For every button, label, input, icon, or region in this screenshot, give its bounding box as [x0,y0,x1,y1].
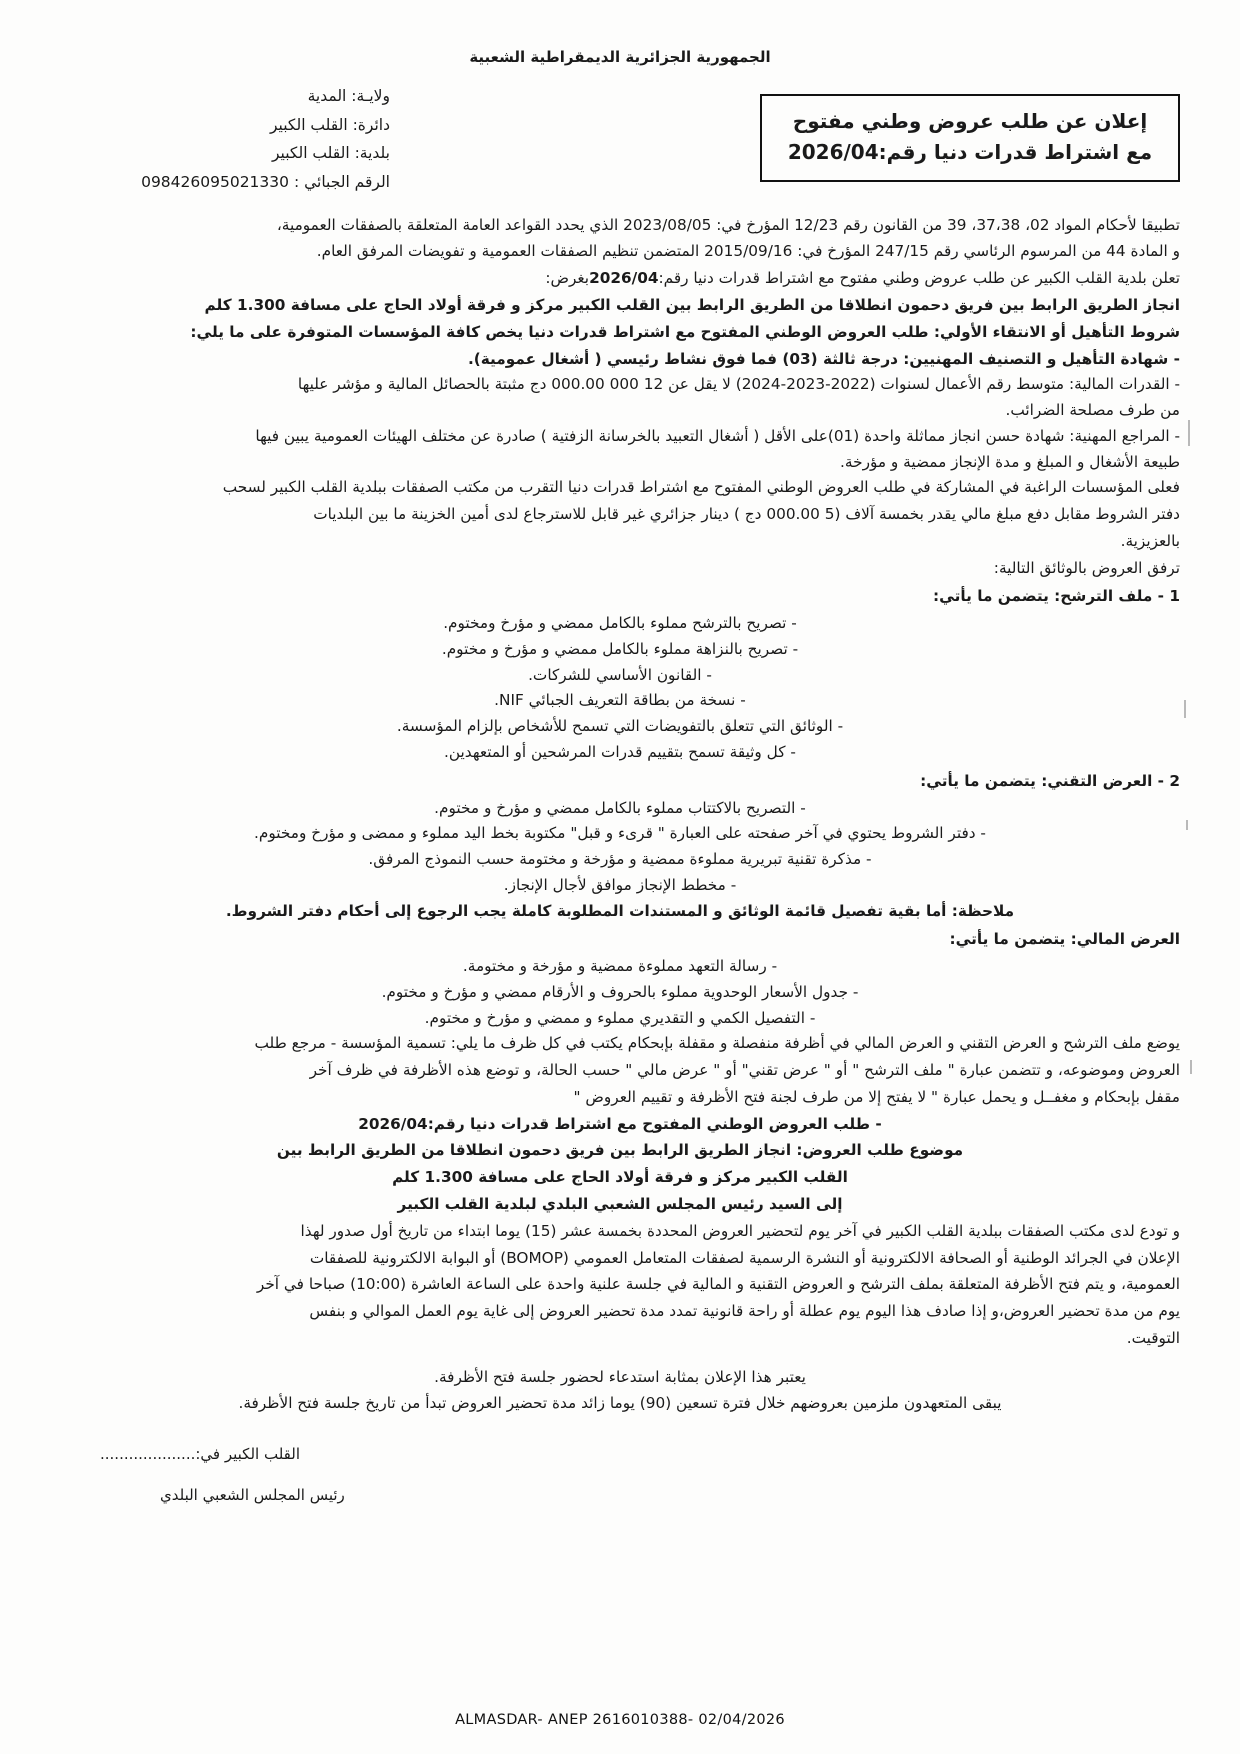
list-item: - مخطط الإنجاز موافق لأجال الإنجاز. [503,875,737,894]
document-footer: ALMASDAR- ANEP 2616010388- 02/04/2026 [455,1712,785,1728]
list-item: - القانون الأساسي للشركات. [528,665,712,684]
list-item: - جدول الأسعار الوحدوية مملوء بالحروف و الأرقام ممضي و مؤرخ و مختوم. [381,982,859,1001]
scan-artifact [1184,700,1186,718]
scan-artifact [1186,820,1188,830]
condition-item-4 [60,450,1180,475]
closing-line-2: يبقى المتعهدون ملزمين بعروضهم خلال فترة تسعين (90) يوما زائد مدة تحضير العروض تبدأ من تاريخ جلسة فتح الأظرفة. [238,1394,1002,1413]
announcement-title-line1: إعلان عن طلب عروض وطني مفتوح [792,109,1148,133]
envelope-addressee-line: إلى السيد رئيس المجلس الشعبي البلدي لبلدية القلب الكبير [397,1195,843,1214]
file1-items [60,611,1180,765]
wilaya-label: ولايـة: المدية [307,87,390,105]
deposit-line-2: الإعلان في الجرائد الوطنية أو الصحافة الالكترونية أو النشرة الرسمية لصفقات المتعامل العمومي (BOMOP) أو البوابة الالكترونية للصفقات [309,1248,1180,1267]
baladia-label: بلدية: القلب الكبير [272,144,390,163]
document-body [60,213,1180,1508]
attachments-intro: ترفق العروض بالوثائق التالية: [993,558,1180,577]
nif-label: الرقم الجبائي : 098426095021330 [141,173,390,192]
administration-block [60,80,390,197]
condition-item-2 [60,398,1180,423]
deposit-line-4: يوم من مدة تحضير العروض،و إذا صادف هذا اليوم يوم عطلة أو راحة قانونية تمدد مدة تحضير العروض إلى غاية يوم العمل الموالي و بنفس [309,1302,1180,1321]
list-item: - التصريح بالاكتتاب مملوء بالكامل ممضي و مؤرخ و مختوم. [434,798,806,817]
envelope-line-3: مقفل بإبحكام و مغفــل و يحمل عبارة " لا يفتح إلا من طرف لجنة فتح الأظرفة و تقييم العروض " [573,1087,1180,1106]
list-item: - تصريح بالترشح مملوء بالكامل ممضي و مؤرخ ومختوم. [443,614,797,633]
deposit-line-5: التوقيت. [1126,1328,1180,1347]
file1-title: 1 - ملف الترشح: يتضمن ما يأتي: [933,587,1180,606]
envelope-reference-line [60,1112,1180,1137]
condition-item-2-text: من طرف مصلحة الضرائب. [1005,401,1180,420]
legal-basis-line-2: و المادة 44 من المرسوم الرئاسي رقم 247/15 المؤرخ في: 2015/09/16 المتضمن تنظيم الصفقات العمومية و تفويضات المرفق العام. [316,242,1180,261]
republic-header: الجمهورية الجزائرية الديمقراطية الشعبية [469,48,771,66]
envelope-line-2: العروض وموضوعه، و تتضمن عبارة " ملف الترشح " أو " عرض تقني" أو " عرض مالي " حسب الحالة، و توضع هذه الأظرفة في ظرف آخر [309,1061,1180,1080]
announcement-title-box [760,94,1180,182]
deposit-line-1: و تودع لدى مكتب الصفقات ببلدية القلب الكبير في آخر يوم لتحضير العروض المحددة بخمسة عشر (15) يوما ابتداء من تاريخ أول صدور لهذا [300,1221,1180,1240]
file2-note [60,899,1180,924]
file2-items [60,796,1180,898]
announcement-title-line2: مع اشتراط قدرات دنيا رقم:2026/04 [787,140,1153,164]
scan-artifact [1188,420,1190,446]
scan-artifact [1190,1060,1192,1074]
envelope-marking-block [60,1112,1180,1217]
closing-line-1: يعتبر هذا الإعلان بمثابة استدعاء لحضور جلسة فتح الأظرفة. [434,1367,806,1386]
signature-signer: رئيس المجلس الشعبي البلدي [160,1485,345,1504]
header-row [60,80,1180,197]
list-item: - رسالة التعهد مملوءة ممضية و مؤرخة و مختومة. [462,957,778,976]
withdraw-line-2: دفتر الشروط مقابل دفع مبلغ مالي يقدر بخمسة آلاف (5 000.00 دج ) دينار جزائري غير قابل للاسترجاع لدى أمين الخزينة ما بين البلديات [313,505,1180,524]
condition-item-4-text: طبيعة الأشغال و المبلغ و مدة الإنجاز ممضية و مؤرخة. [840,452,1180,471]
list-item: - التفصيل الكمي و التقديري مملوء و ممضي و مؤرخ و مختوم. [424,1008,816,1027]
withdraw-line-1: فعلى المؤسسات الراغبة في المشاركة في طلب العروض الوطني المفتوح مع اشتراط قدرات دنيا التقرب من مكتب الصفقات ببلدية القلب الكبير لسحب [222,478,1180,497]
envelope-subject-line-1: موضوع طلب العروض: انجاز الطريق الرابط بين فريق دحمون انطلاقا من الطريق الرابط بين [276,1141,964,1160]
purpose-prefix: تعلن بلدية القلب الكبير عن طلب عروض وطني مفتوح مع اشتراط قدرات دنيا رقم: [658,269,1180,288]
announcement-purpose-line [60,266,1180,291]
withdraw-line-3: بالعزيزية. [1120,531,1180,550]
tender-number: 2026/04 [589,269,659,288]
list-item: - الوثائق التي تتعلق بالتفويضات التي تسمح للأشخاص بإلزام المؤسسة. [396,717,844,736]
condition-item-1-text: - القدرات المالية: متوسط رقم الأعمال لسنوات (2022-2023-2024) لا يقل عن 12 000 000.00 دج مثبتة بالحصائل المالية و مؤشر عليها [297,375,1180,394]
condition-item-3-text: - المراجع المهنية: شهادة حسن انجاز مماثلة واحدة (01)على الأقل ( أشغال التعبيد بالخرسانة الزفتية ) صادرة عن مختلف الهيئات العمومية يبين فيها [255,426,1180,445]
file3-title: العرض المالي: يتضمن ما يأتي: [949,930,1180,949]
file3-items [60,954,1180,1030]
purpose-suffix: بغرض: [545,269,590,288]
deposit-line-3: العمومية، و يتم فتح الأظرفة المتعلقة بملف الترشح و العروض التقنية و المالية في جلسة علنية واحدة على الساعة العاشرة (10:00) صباحا في آخر [256,1275,1180,1294]
qualification-heading-text: شروط التأهيل أو الانتقاء الأولي: طلب العروض الوطني المفتوح مع اشتراط قدرات دنيا يخص كافة المؤسسات المتوفرة على ما يلي: [190,322,1180,341]
legal-basis-line-1: تطبيقا لأحكام المواد 02، 37،38، 39 من القانون رقم 12/23 المؤرخ في: 2023/08/05 الذي يحدد القواعد العامة المتعلقة بالصفقات العمومية، [276,215,1180,234]
condition-item-1 [60,372,1180,397]
list-item: - كل وثيقة تسمح بتقييم قدرات المرشحين أو المتعهدين. [444,743,796,761]
condition-item-0 [60,347,1180,372]
list-item: - دفتر الشروط يحتوي في آخر صفحته على العبارة " قرىء و قبل" مكتوبة بخط اليد مملوء و ممضى و مؤرخ ومختوم. [254,824,986,843]
list-item: - نسخة من بطاقة التعريف الجبائي NIF. [494,691,746,710]
qualification-heading [60,320,1180,345]
list-item: - تصريح بالنزاهة مملوء بالكامل ممضي و مؤرخ و مختوم. [441,639,799,658]
envelope-reference-number: 2026/04 [358,1114,428,1133]
list-item: - مذكرة تقنية تبريرية مملوءة ممضية و مؤرخة و مختومة حسب النموذج المرفق. [368,850,872,869]
project-object: انجاز الطريق الرابط بين فريق دحمون انطلاقا من الطريق الرابط بين القلب الكبير مركز و فرقة أولاد الحاج على مسافة 1.300 كلم [204,295,1180,314]
condition-item-0-text: - شهادة التأهيل و التصنيف المهنيين: درجة ثالثة (03) فما فوق نشاط رئيسي ( أشغال عمومية). [467,349,1180,368]
envelope-line-1: يوضع ملف الترشح و العرض التقني و العرض المالي في أظرفة منفصلة و مقفلة بإبحكام يكتب في كل ظرف ما يلي: تسمية المؤسسة - مرجع طلب [254,1034,1180,1053]
envelope-subject-line-2: القلب الكبير مركز و فرقة أولاد الحاج على مسافة 1.300 كلم [392,1168,848,1187]
condition-item-3 [60,424,1180,449]
daira-label: دائرة: القلب الكبير [270,115,390,134]
file2-title: 2 - العرض التقني: يتضمن ما يأتي: [920,771,1180,790]
envelope-reference-prefix: - طلب العروض الوطني المفتوح مع اشتراط قدرات دنيا رقم: [427,1114,882,1133]
signature-block [60,1442,1180,1508]
signature-place-date: القلب الكبير في:.................... [100,1445,300,1464]
file2-note-text: ملاحظة: أما بقية تفصيل قائمة الوثائق و المستندات المطلوبة كاملة يجب الرجوع إلى أحكام دفتر الشروط. [225,901,1015,920]
